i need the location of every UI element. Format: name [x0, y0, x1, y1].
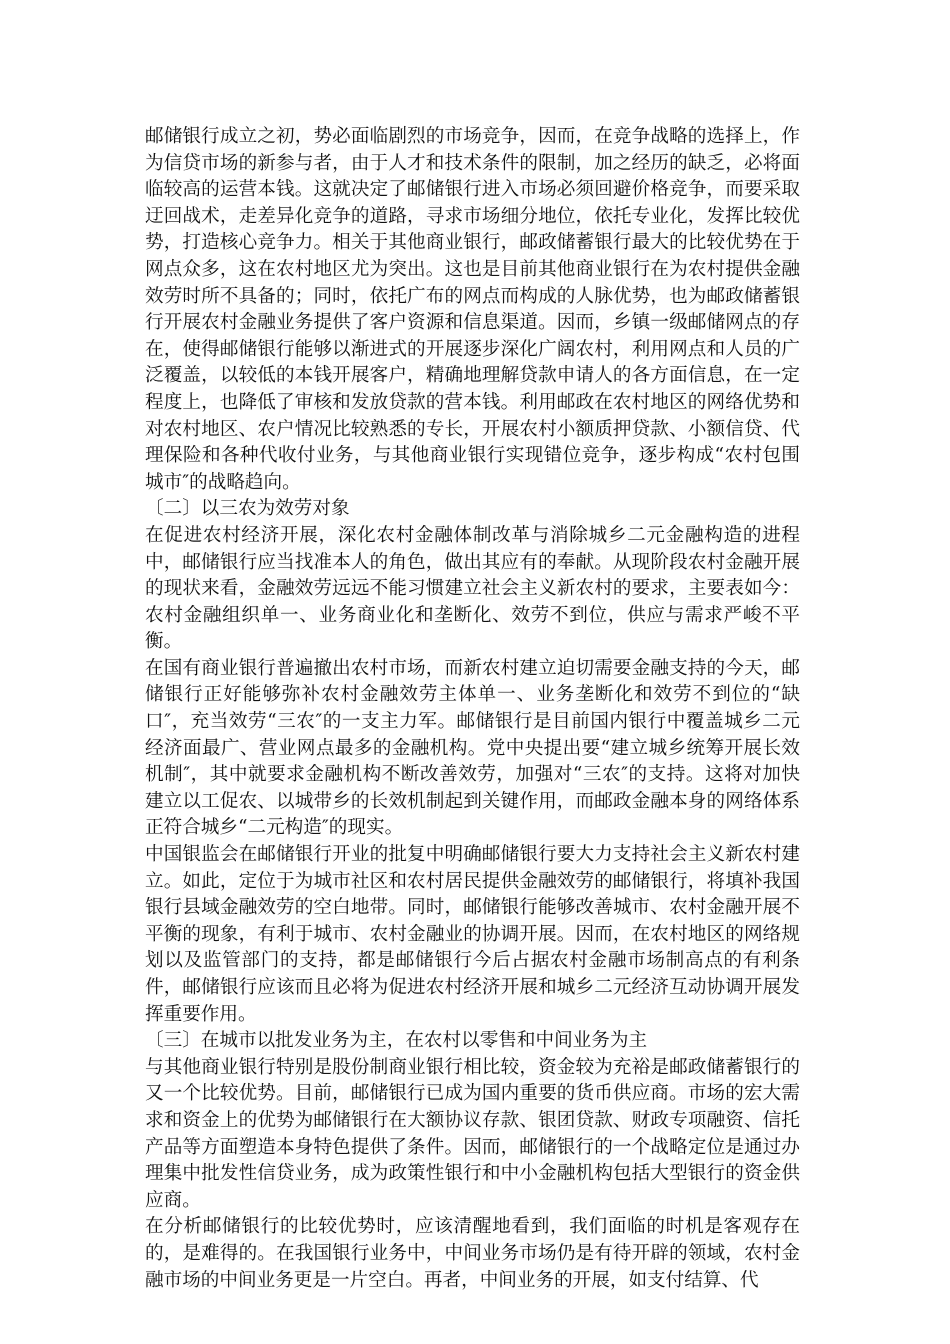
paragraph-rural-reform: 在促进农村经济开展，深化农村金融体制改革与消除城乡二元金融构造的进程中，邮储银行应当找准本人的角色，做出其应有的奉献。从现阶段农村金融开展的现状来看，金融效劳远远不能习惯建立社会主义新农村的要求，主要表如今：农村金融组织单一、业务商业化和垄断化、效劳不到位，供应与需求严峻不平衡。 [145, 524, 800, 653]
paragraph-state-banks: 在国有商业银行普遍撤出农村市场，而新农村建立迫切需要金融支持的今天，邮储银行正好能够弥补农村金融效劳主体单一、业务垄断化和效劳不到位的“缺口″，充当效劳“三农″的一支主力军。邮储银行是目前国内银行中覆盖城乡二元经济面最广、营业网点最多的金融机构。党中央提出要“建立城乡统筹开展长效机制″，其中就要求金融机构不断改善效劳，加强对“三农″的支持。这将对加快建立以工促农、以城带乡的长效机制起到关键作用，而邮政金融本身的网络体系正符合城乡“二元构造″的现实。 [145, 657, 800, 839]
paragraph-intermediary: 在分析邮储银行的比较优势时，应该清醒地看到，我们面临的时机是客观存在的，是难得的。在我国银行业务中，中间业务市场仍是有待开辟的领域，农村金融市场的中间业务更是一片空白。再者，中间业务的开展，如支付结算、代 [145, 1216, 800, 1291]
paragraph-intro: 邮储银行成立之初，势必面临剧烈的市场竞争，因而，在竞争战略的选择上，作为信贷市场的新参与者，由于人才和技术条件的限制，加之经历的缺乏，必将面临较高的运营本钱。这就决定了邮储银行进入市场必须回避价格竞争，而要采取迂回战术，走差异化竞争的道路，寻求市场细分地位，依托专业化，发挥比较优势，打造核心竞争力。相关于其他商业银行，邮政储蓄银行最大的比较优势在于网点众多，这在农村地区尤为突出。这也是目前其他商业银行在为农村提供金融效劳时所不具备的；同时，依托广布的网点而构成的人脉优势，也为邮政储蓄银行开展农村金融业务提供了客户资源和信息渠道。因而，乡镇一级邮储网点的存在，使得邮储银行能够以渐进式的开展逐步深化广阔农村，利用网点和人员的广泛覆盖，以较低的本钱开展客户，精确地理解贷款申请人的各方面信息，在一定程度上，也降低了审核和发放贷款的营本钱。利用邮政在农村地区的网络优势和对农村地区、农户情况比较熟悉的专长，开展农村小额质押贷款、小额信贷、代理保险和各种代收付业务，与其他商业银行实现错位竞争，逐步构成“农村包围城市″的战略趋向。 [145, 126, 800, 493]
section-heading-2: 〔二〕以三农为效劳对象 [145, 498, 350, 520]
paragraph-cbrc: 中国银监会在邮储银行开业的批复中明确邮储银行要大力支持社会主义新农村建立。如此，定位于为城市社区和农村居民提供金融效劳的邮储银行，将填补我国银行县域金融效劳的空白地带。同时，邮储银行能够改善城市、农村金融开展不平衡的现象，有利于城市、农村金融业的协调开展。因而，在农村地区的网络规划以及监管部门的支持，都是邮储银行今后占据农村金融市场制高点的有利条件，邮储银行应该而且必将为促进农村经济开展和城乡二元经济互动协调开展发挥重要作用。 [145, 844, 800, 1025]
section-heading-3: 〔三〕在城市以批发业务为主，在农村以零售和中间业务为主 [145, 1030, 648, 1052]
document-body [145, 124, 800, 1294]
paragraph-wholesale: 与其他商业银行特别是股份制商业银行相比较，资金较为充裕是邮政储蓄银行的又一个比较优势。目前，邮储银行已成为国内重要的货币供应商。市场的宏大需求和资金上的优势为邮储银行在大额协议存款、银团贷款、财政专项融资、信托产品等方面塑造本身特色提供了条件。因而，邮储银行的一个战略定位是通过办理集中批发性信贷业务，成为政策性银行和中小金融机构包括大型银行的资金供应商。 [145, 1056, 800, 1211]
